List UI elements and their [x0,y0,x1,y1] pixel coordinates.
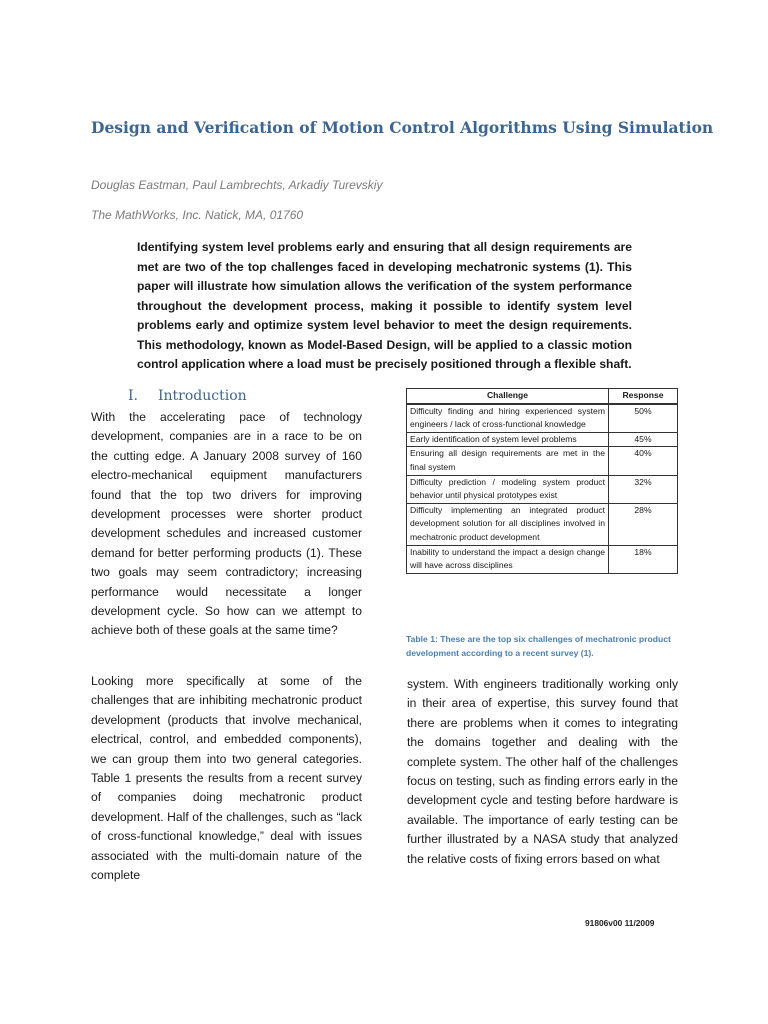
table-cell-challenge: Difficulty prediction / modeling system product behavior until physical prototypes exist [407,475,609,503]
table-cell-response: 50% [609,404,678,433]
table-cell-challenge: Ensuring all design requirements are met in the final system [407,447,609,475]
document-footer-code: 91806v00 11/2009 [585,918,655,928]
challenges-table [406,388,678,574]
abstract: Identifying system level problems early and ensuring that all design requirements are met are two of the top challenges faced in developing mechatronic systems (1). This paper will illustrate how simulation allows the verification of the system performance throughout the development process, making it possible to identify system level problems early and optimize system level behavior to meet the design requirements. This methodology, known as Model-Based Design, will be applied to a classic motion control application where a load must be precisely positioned through a flexible shaft. [137,240,632,371]
table-row [407,545,678,573]
table-row [407,475,678,503]
table-header-row [407,389,678,404]
body-paragraph-3: system. With engineers traditionally working only in their area of expertise, this survey found that there are problems when it comes to integrating the domains together and dealing with the complete system. The other half of the challenges focus on testing, such as finding errors early in the development cycle and testing before hardware is available. The importance of early testing can be further illustrated by a NASA study that analyzed the relative costs of fixing errors based on what [407,677,678,866]
table-cell-challenge: Inability to understand the impact a design change will have across disciplines [407,545,609,573]
table-row [407,447,678,475]
section-title: Introduction [158,388,247,404]
table-caption: Table 1: These are the top six challenges of mechatronic product development according to a recent survey (1). [406,634,671,658]
body-paragraph-2: Looking more specifically at some of the challenges that are inhibiting mechatronic product development (products that involve mechanical, electrical, control, and embedded components), we can group them into two general categories. Table 1 presents the results from a recent survey of companies doing mechatronic product development. Half of the challenges, such as “lack of cross-functional knowledge,” deal with issues associated with the multi-domain nature of the complete [91,674,362,883]
table-cell-challenge: Difficulty implementing an integrated product development solution for all disciplines involved in mechatronic product development [407,503,609,545]
table-cell-response: 45% [609,432,678,447]
table-header-challenge: Challenge [407,389,609,404]
table-cell-response: 32% [609,475,678,503]
affiliation: The MathWorks, Inc. Natick, MA, 01760 [91,208,304,222]
table-cell-response: 40% [609,447,678,475]
table-row [407,503,678,545]
table-row [407,404,678,433]
table-cell-response: 28% [609,503,678,545]
section-heading [128,388,247,404]
table-header-response: Response [609,389,678,404]
table-cell-response: 18% [609,545,678,573]
body-paragraph-1: With the accelerating pace of technology development, companies are in a race to be on the cutting edge. A January 2008 survey of 160 electro-mechanical equipment manufacturers found that the top two drivers for improving development processes were shorter product development schedules and increased customer demand for better performing products (1). These two goals may seem contradictory; increasing performance would necessitate a longer development cycle. So how can we attempt to achieve both of these goals at the same time? [91,410,362,638]
section-number: I. [128,388,138,404]
table-row [407,432,678,447]
table-cell-challenge: Difficulty finding and hiring experienced system engineers / lack of cross-functional knowledge [407,404,609,433]
table-cell-challenge: Early identification of system level problems [407,432,609,447]
paper-title: Design and Verification of Motion Control Algorithms Using Simulation [91,118,714,137]
authors: Douglas Eastman, Paul Lambrechts, Arkadiy Turevskiy [91,178,383,192]
